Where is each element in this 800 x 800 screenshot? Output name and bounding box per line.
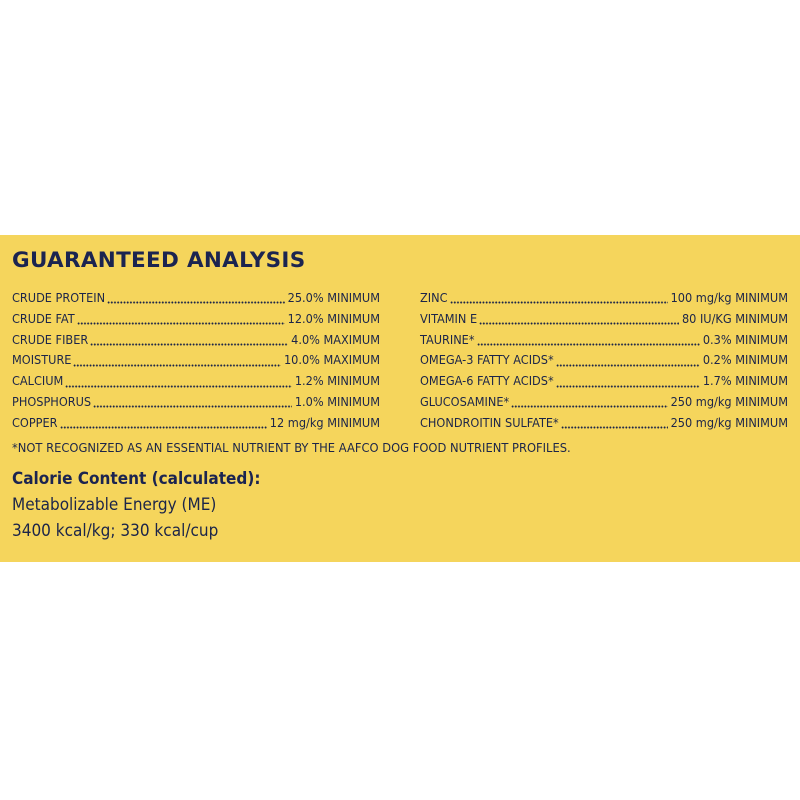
nutrient-row (12, 392, 380, 413)
nutrient-row (12, 371, 380, 392)
nutrient-value: 4.0% MAXIMUM (291, 331, 380, 347)
nutrient-value: 80 IU/KG MINIMUM (681, 310, 788, 326)
dot-leader (556, 384, 700, 388)
dot-leader (556, 363, 700, 367)
dot-leader (90, 342, 288, 346)
nutrient-name: CALCIUM (12, 373, 64, 389)
nutrient-name: GLUCOSAMINE* (420, 393, 510, 409)
dot-leader (477, 342, 700, 346)
nutrient-value: 250 mg/kg MINIMUM (670, 393, 788, 409)
nutrient-row (420, 371, 788, 392)
nutrient-row (420, 309, 788, 330)
nutrient-name: CRUDE FIBER (12, 331, 89, 347)
nutrient-value: 0.2% MINIMUM (702, 352, 788, 368)
nutrient-value: 1.7% MINIMUM (702, 373, 788, 389)
dot-leader (561, 425, 668, 429)
nutrient-value: 250 mg/kg MINIMUM (670, 414, 788, 430)
panel-title: GUARANTEED ANALYSIS (12, 248, 306, 273)
dot-leader (65, 384, 292, 388)
nutrient-name: OMEGA-3 FATTY ACIDS* (420, 352, 554, 368)
nutrient-row (420, 392, 788, 413)
nutrient-value: 10.0% MAXIMUM (283, 352, 380, 368)
nutrient-list-right (420, 288, 788, 434)
nutrient-row (12, 309, 380, 330)
dot-leader (60, 425, 267, 429)
nutrient-row (420, 413, 788, 434)
nutrient-row (420, 330, 788, 351)
nutrient-value: 12 mg/kg MINIMUM (269, 414, 380, 430)
nutrient-row (12, 413, 380, 434)
calorie-content-heading: Calorie Content (calculated): (12, 469, 261, 489)
nutrient-value: 12.0% MINIMUM (287, 310, 380, 326)
dot-leader (73, 363, 280, 367)
nutrient-name: TAURINE* (420, 331, 475, 347)
nutrient-value: 1.0% MINIMUM (294, 393, 380, 409)
dot-leader (450, 300, 668, 304)
nutrient-name: PHOSPHORUS (12, 393, 92, 409)
dot-leader (511, 404, 667, 408)
dot-leader (479, 321, 679, 325)
nutrient-name: CRUDE PROTEIN (12, 290, 106, 305)
nutrient-value: 1.2% MINIMUM (294, 373, 380, 389)
nutrient-row (12, 350, 380, 371)
dot-leader (107, 300, 285, 304)
nutrient-name: COPPER (12, 414, 58, 430)
nutrient-row (12, 288, 380, 309)
dot-leader (77, 321, 285, 325)
aafco-footnote: *NOT RECOGNIZED AS AN ESSENTIAL NUTRIENT BY THE AAFCO DOG FOOD NUTRIENT PROFILES. (12, 441, 571, 456)
calorie-energy-label: Metabolizable Energy (ME) (12, 495, 217, 515)
nutrient-value: 0.3% MINIMUM (702, 331, 788, 347)
nutrient-name: MOISTURE (12, 352, 72, 368)
nutrient-value: 100 mg/kg MINIMUM (670, 290, 788, 305)
nutrient-row (420, 288, 788, 309)
nutrient-name: CRUDE FAT (12, 310, 75, 326)
nutrient-row (12, 330, 380, 351)
nutrient-name: ZINC (420, 290, 448, 305)
nutrient-row (420, 350, 788, 371)
nutrient-list-left (12, 288, 380, 434)
nutrient-name: OMEGA-6 FATTY ACIDS* (420, 373, 554, 389)
guaranteed-analysis-panel (0, 235, 800, 562)
nutrient-name: VITAMIN E (420, 310, 478, 326)
dot-leader (93, 404, 292, 408)
nutrient-value: 25.0% MINIMUM (287, 290, 380, 305)
calorie-energy-value: 3400 kcal/kg; 330 kcal/cup (12, 521, 219, 541)
nutrient-name: CHONDROITIN SULFATE* (420, 414, 559, 430)
